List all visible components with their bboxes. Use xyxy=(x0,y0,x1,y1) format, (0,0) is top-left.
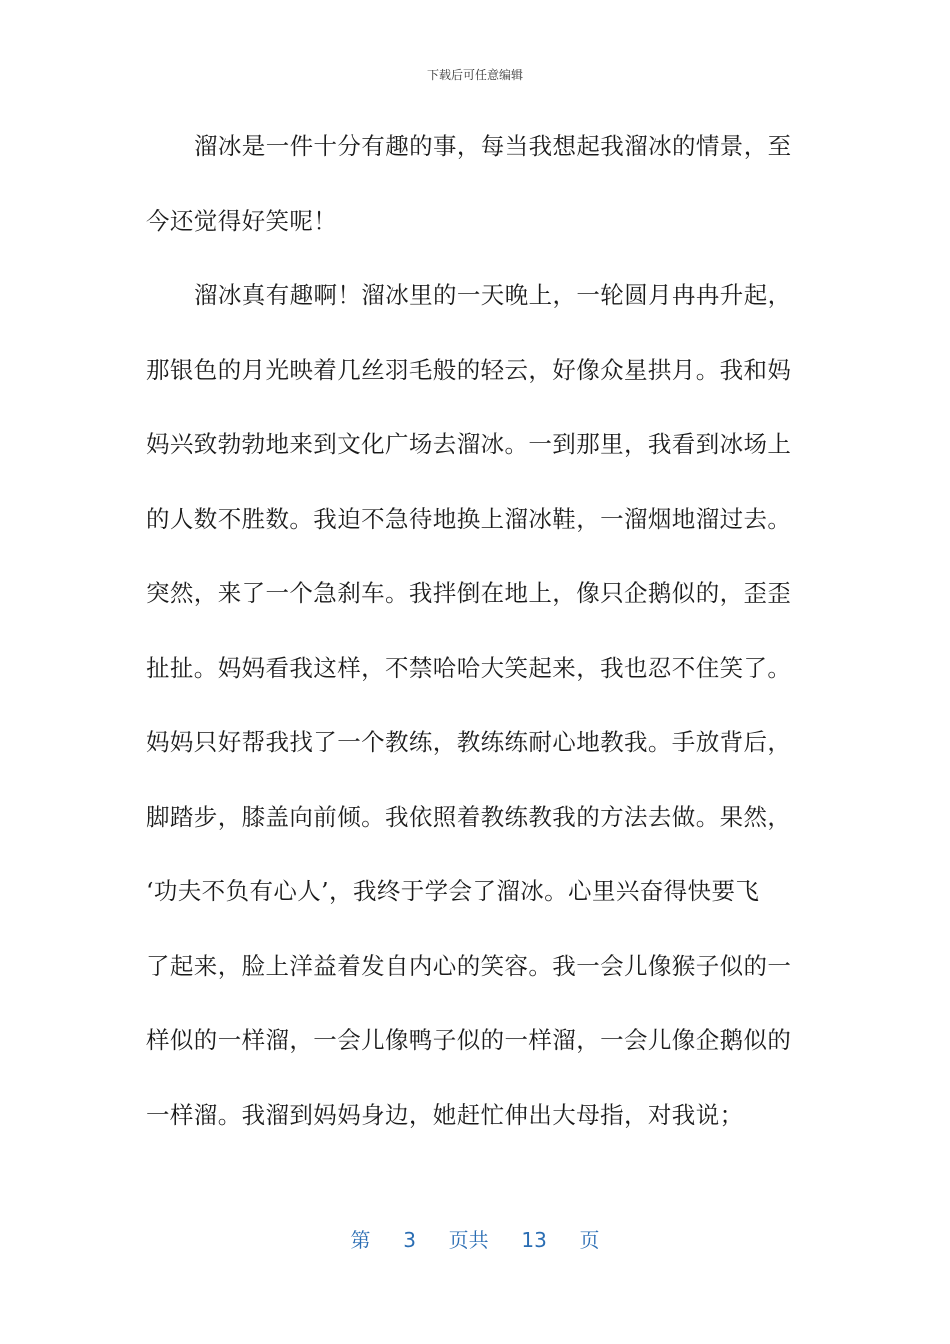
text-line: 扯扯。妈妈看我这样，不禁哈哈大笑起来，我也忍不住笑了。 xyxy=(146,653,792,682)
text-line: 那银色的月光映着几丝羽毛般的轻云，好像众星拱月。我和妈 xyxy=(146,355,792,384)
document-body xyxy=(146,123,796,1166)
footer-page-number: 3 xyxy=(403,1228,416,1252)
text-line: 溜冰是一件十分有趣的事，每当我想起我溜冰的情景，至 xyxy=(194,132,792,160)
text-line: 妈兴致勃勃地来到文化广场去溜冰。一到那里，我看到冰场上 xyxy=(146,430,792,458)
page-header: 下载后可任意编辑 xyxy=(426,68,523,82)
footer-prefix: 第 xyxy=(350,1228,371,1252)
footer-middle: 页共 xyxy=(448,1228,489,1252)
text-line: 了起来，脸上洋益着发自内心的笑容。我一会儿像猴子似的一 xyxy=(146,951,792,980)
page-footer xyxy=(0,1224,950,1253)
text-line: 样似的一样溜，一会儿像鸭子似的一样溜，一会儿像企鹅似的 xyxy=(146,1026,792,1054)
text-line: 妈妈只好帮我找了一个教练，教练练耐心地教我。手放背后， xyxy=(146,728,792,756)
text-line: 今还觉得好笑呢！ xyxy=(146,206,338,235)
footer-total-pages: 13 xyxy=(521,1228,547,1252)
text-line: 突然，来了一个急刹车。我拌倒在地上，像只企鹅似的，歪歪 xyxy=(146,579,792,607)
text-line: 一样溜。我溜到妈妈身边，她赶忙伸出大母指，对我说； xyxy=(146,1100,744,1129)
text-line: 的人数不胜数。我迫不急待地换上溜冰鞋，一溜烟地溜过去。 xyxy=(146,504,792,533)
text-line: 溜冰真有趣啊！溜冰里的一天晚上，一轮圆月冉冉升起， xyxy=(194,281,792,309)
text-line: ‘功夫不负有心人’，我终于学会了溜冰。心里兴奋得快要飞 xyxy=(146,877,760,905)
footer-suffix: 页 xyxy=(579,1228,600,1252)
text-line: 脚踏步，膝盖向前倾。我依照着教练教我的方法去做。果然， xyxy=(146,802,792,831)
